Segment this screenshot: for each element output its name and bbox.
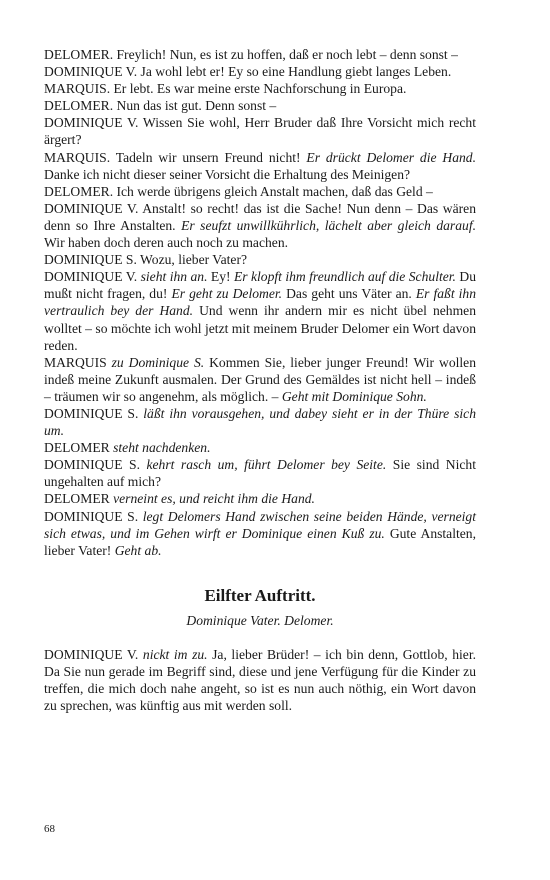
- speech-text: MARQUIS: [44, 354, 112, 370]
- dialogue-paragraph: [44, 149, 476, 183]
- speech-text: DOMINIQUE V. Ja wohl lebt er! Ey so eine Handlung giebt langes Leben.: [44, 64, 452, 80]
- speech-text: Ey!: [207, 269, 234, 285]
- dialogue-paragraph: [44, 80, 476, 97]
- stage-direction: Geht ab.: [114, 542, 162, 558]
- stage-direction: Er geht zu Delomer.: [171, 286, 283, 302]
- dialogue-paragraph: [44, 405, 476, 439]
- stage-direction: Er drückt Delomer die Hand.: [306, 149, 476, 165]
- speech-text: DOMINIQUE V. Anstalt! so recht! das ist die Sache! Nun denn – Das wären denn so Ihre Anstalten.: [44, 200, 476, 233]
- speech-text: MARQUIS. Er lebt. Es war meine erste Nachforschung in Europa.: [44, 81, 407, 97]
- dialogue-block: [44, 46, 476, 559]
- speech-text: DELOMER. Nun das ist gut. Denn sonst –: [44, 98, 277, 114]
- speech-text: Kommen Sie, lieber junger Freund! Wir wollen indeß meine Zukunft ausmalen. Der Grund des Gemäldes ist nicht hell – indeß – träumen wir so angenehm, als möglich. –: [44, 354, 476, 404]
- stage-direction: kehrt rasch um, führt Delomer bey Seite.: [146, 457, 387, 473]
- stage-direction: sieht ihn an.: [140, 269, 208, 285]
- dialogue-paragraph: [44, 251, 476, 268]
- dialogue-paragraph: [44, 200, 476, 251]
- speech-text: DELOMER: [44, 440, 114, 456]
- stage-direction: Er klopft ihm freundlich auf die Schulter.: [233, 269, 456, 285]
- dialogue-paragraph: [44, 508, 476, 559]
- dialogue-paragraph: [44, 490, 476, 507]
- speech-text: Danke ich nicht dieser seiner Vorsicht die Erhaltung des Meinigen?: [44, 166, 411, 182]
- speech-text: DOMINIQUE V. Wissen Sie wohl, Herr Bruder daß Ihre Vorsicht mich recht ärgert?: [44, 115, 476, 148]
- stage-direction: steht nachdenken.: [113, 440, 211, 456]
- stage-direction: Er seufzt unwillkührlich, lächelt aber gleich darauf.: [181, 217, 476, 233]
- dialogue-paragraph: [44, 456, 476, 490]
- page-body: [44, 46, 476, 714]
- speech-text: Und wenn ihr andern mir es nicht übel nehmen wolltet – so möchte ich wohl jetzt mit meinem Bruder Delomer ein Wort davon reden.: [44, 303, 476, 353]
- scene-title: Eilfter Auftritt.: [204, 585, 316, 605]
- dialogue-paragraph: [44, 646, 476, 714]
- speech-text: DELOMER: [44, 491, 114, 507]
- spacer: [44, 630, 476, 646]
- speech-text: DELOMER. Freylich! Nun, es ist zu hoffen, daß er noch lebt – denn sonst –: [44, 47, 458, 62]
- speech-text: DOMINIQUE V.: [44, 269, 141, 285]
- page-number: 68: [44, 823, 55, 835]
- speech-text: Das geht uns Väter an.: [282, 286, 416, 302]
- speech-text: DOMINIQUE S. Wozu, lieber Vater?: [44, 252, 248, 268]
- speech-text: DOMINIQUE S.: [44, 508, 143, 524]
- speech-text: DOMINIQUE S.: [44, 457, 147, 473]
- speech-text: MARQUIS. Tadeln wir unsern Freund nicht!: [44, 149, 307, 165]
- dialogue-paragraph: [44, 268, 476, 353]
- stage-direction: läßt ihn vorausgehen, und dabey sieht er in der Thüre sich um.: [44, 405, 476, 439]
- stage-direction: Geht mit Dominique Sohn.: [281, 388, 427, 404]
- dialogue-paragraph: [44, 63, 476, 80]
- speech-text: Sie sind Nicht ungehalten auf mich?: [44, 457, 476, 490]
- stage-direction: legt Delomers Hand zwischen seine beiden Hände, verneigt sich etwas, und im Gehen wirft er Dominique einen Kuß zu.: [44, 508, 476, 541]
- dialogue-paragraph: [44, 354, 476, 405]
- dialogue-paragraph: [44, 439, 476, 456]
- speech-text: DOMINIQUE S.: [44, 405, 144, 421]
- stage-direction: nickt im zu.: [142, 646, 208, 662]
- dialogue-paragraph: [44, 114, 476, 148]
- speech-text: DOMINIQUE V.: [44, 646, 143, 662]
- speech-text: Wir haben doch deren auch noch zu machen.: [44, 235, 289, 251]
- dialogue-paragraph: [44, 183, 476, 200]
- stage-direction: verneint es, und reicht ihm die Hand.: [113, 491, 315, 507]
- scene-characters: Dominique Vater. Delomer.: [186, 612, 334, 628]
- closing-block: [44, 646, 476, 714]
- stage-direction: zu Dominique S.: [111, 354, 205, 370]
- dialogue-paragraph: [44, 46, 476, 63]
- speech-text: DELOMER. Ich werde übrigens gleich Anstalt machen, daß das Geld –: [44, 183, 433, 199]
- speech-text: Du mußt nicht fragen, du!: [44, 269, 477, 302]
- speech-text: Gute Anstalten, lieber Vater!: [44, 525, 476, 558]
- speech-text: Ja, lieber Brüder! – ich bin denn, Gottlob, hier. Da Sie nun gerade im Begriff sind, diese und jene Verfügung für die Kinder zu treffen, die mich doch nahe angeht, so ist es nun auch nöthig, ein Wort davon zu sprechen, was künftig aus mit werden soll.: [44, 646, 477, 714]
- dialogue-paragraph: [44, 97, 476, 114]
- stage-direction: Er faßt ihn vertraulich bey der Hand.: [44, 286, 476, 319]
